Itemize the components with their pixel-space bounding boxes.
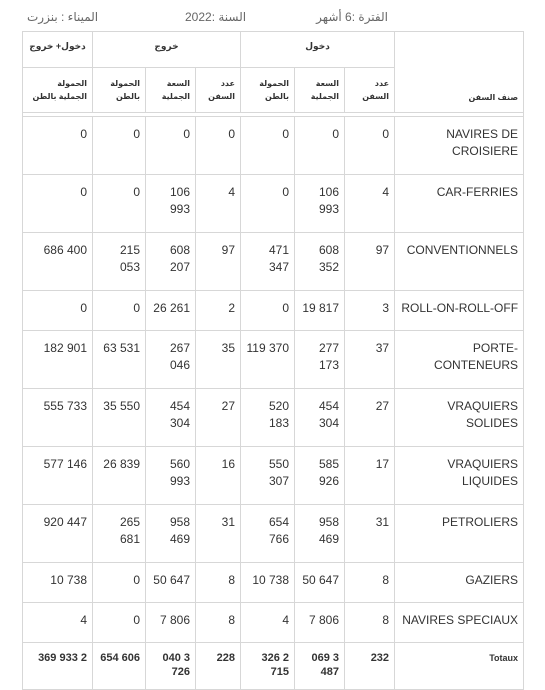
exit-ships-cell: 27 <box>196 389 241 447</box>
entry-tonnage-cell: 4 <box>241 603 295 643</box>
table-row <box>23 117 524 175</box>
total-tonnage-cell: 182 901 <box>23 331 93 389</box>
total-tonnage-cell: 0 <box>23 117 93 175</box>
ship-type-cell: VRAQUIERS LIQUIDES <box>395 447 524 505</box>
entry-capacity-cell: 106 993 <box>295 175 345 233</box>
exit-ships-cell: 8 <box>196 563 241 603</box>
exit-tonnage-cell: 0 <box>93 175 146 233</box>
table-row <box>23 291 524 331</box>
total-entry-tonnage-cell: 326 2 715 <box>241 643 295 690</box>
entry-ships-cell: 27 <box>345 389 395 447</box>
entry-ships-cell: 31 <box>345 505 395 563</box>
exit-ships-cell: 16 <box>196 447 241 505</box>
total-tonnage-cell: 10 738 <box>23 563 93 603</box>
total-exit-tonnage-cell: 654 606 <box>93 643 146 690</box>
total-tonnage-cell: 0 <box>23 291 93 331</box>
exit-ships-cell: 97 <box>196 233 241 291</box>
table-row <box>23 175 524 233</box>
entry-ships-cell: 17 <box>345 447 395 505</box>
port-label: الميناء : بنزرت <box>27 10 99 24</box>
total-tonnage-cell: 920 447 <box>23 505 93 563</box>
exit-capacity-cell: 267 046 <box>146 331 196 389</box>
group-header-row <box>23 32 524 68</box>
entry-tonnage-cell: 520 183 <box>241 389 295 447</box>
exit-ships-cell: 35 <box>196 331 241 389</box>
entry-ships-cell: 4 <box>345 175 395 233</box>
ship-type-cell: GAZIERS <box>395 563 524 603</box>
total-tonnage-cell: 686 400 <box>23 233 93 291</box>
ship-type-cell: NAVIRES DE CROISIERE <box>395 117 524 175</box>
table-row <box>23 233 524 291</box>
exit-tonnage-header: الحمولة بالطن <box>93 68 146 113</box>
entry-capacity-cell: 585 926 <box>295 447 345 505</box>
entry-tonnage-cell: 0 <box>241 291 295 331</box>
total-exit-capacity-cell: 040 3 726 <box>146 643 196 690</box>
ship-type-cell: NAVIRES SPECIAUX <box>395 603 524 643</box>
entry-capacity-cell: 50 647 <box>295 563 345 603</box>
entry-capacity-cell: 608 352 <box>295 233 345 291</box>
entry-tonnage-cell: 0 <box>241 117 295 175</box>
ship-type-cell: PORTE-CONTENEURS <box>395 331 524 389</box>
entry-capacity-header: السعة الجملية <box>295 68 345 113</box>
exit-capacity-cell: 26 261 <box>146 291 196 331</box>
entry-ships-cell: 37 <box>345 331 395 389</box>
exit-tonnage-cell: 0 <box>93 291 146 331</box>
exit-capacity-cell: 454 304 <box>146 389 196 447</box>
exit-capacity-cell: 608 207 <box>146 233 196 291</box>
exit-ships-cell: 4 <box>196 175 241 233</box>
exit-tonnage-cell: 215 053 <box>93 233 146 291</box>
ship-type-header: صنف السفن <box>395 32 524 113</box>
entry-ships-cell: 8 <box>345 563 395 603</box>
exit-ships-cell: 8 <box>196 603 241 643</box>
table-row <box>23 389 524 447</box>
entry-capacity-cell: 7 806 <box>295 603 345 643</box>
entry-tonnage-cell: 654 766 <box>241 505 295 563</box>
total-tonnage-header: الحمولة الجملية بالطن <box>23 68 93 113</box>
total-tonnage-cell: 555 733 <box>23 389 93 447</box>
year-label: السنة :2022 <box>185 10 247 24</box>
entry-ships-cell: 8 <box>345 603 395 643</box>
entry-tonnage-cell: 550 307 <box>241 447 295 505</box>
entry-tonnage-cell: 471 347 <box>241 233 295 291</box>
totals-label-cell: Totaux <box>395 643 524 690</box>
group-exit-header: خروج <box>93 32 241 68</box>
exit-capacity-cell: 50 647 <box>146 563 196 603</box>
exit-ships-cell: 2 <box>196 291 241 331</box>
table-row <box>23 331 524 389</box>
total-entry-ships-cell: 232 <box>345 643 395 690</box>
exit-tonnage-cell: 0 <box>93 603 146 643</box>
entry-ships-header: عدد السفن <box>345 68 395 113</box>
exit-tonnage-cell: 0 <box>93 117 146 175</box>
entry-capacity-cell: 277 173 <box>295 331 345 389</box>
ship-type-cell: PETROLIERS <box>395 505 524 563</box>
exit-capacity-cell: 958 469 <box>146 505 196 563</box>
group-entry-header: دخول <box>241 32 395 68</box>
exit-capacity-cell: 560 993 <box>146 447 196 505</box>
total-total-tonnage-cell: 369 933 2 <box>23 643 93 690</box>
ship-type-cell: CONVENTIONNELS <box>395 233 524 291</box>
exit-ships-header: عدد السفن <box>196 68 241 113</box>
table-row <box>23 505 524 563</box>
total-entry-capacity-cell: 069 3 487 <box>295 643 345 690</box>
exit-capacity-cell: 7 806 <box>146 603 196 643</box>
exit-tonnage-cell: 265 681 <box>93 505 146 563</box>
ship-type-cell: ROLL-ON-ROLL-OFF <box>395 291 524 331</box>
total-tonnage-cell: 577 146 <box>23 447 93 505</box>
ship-type-cell: VRAQUIERS SOLIDES <box>395 389 524 447</box>
report-header <box>22 8 522 28</box>
entry-tonnage-cell: 0 <box>241 175 295 233</box>
exit-tonnage-cell: 35 550 <box>93 389 146 447</box>
entry-ships-cell: 97 <box>345 233 395 291</box>
exit-capacity-cell: 106 993 <box>146 175 196 233</box>
entry-capacity-cell: 0 <box>295 117 345 175</box>
total-exit-ships-cell: 228 <box>196 643 241 690</box>
exit-ships-cell: 31 <box>196 505 241 563</box>
totals-row <box>23 643 524 690</box>
entry-capacity-cell: 454 304 <box>295 389 345 447</box>
group-total-header: دخول+ خروج <box>23 32 93 68</box>
table-row <box>23 563 524 603</box>
entry-capacity-cell: 19 817 <box>295 291 345 331</box>
entry-tonnage-cell: 119 370 <box>241 331 295 389</box>
table-row <box>23 603 524 643</box>
exit-tonnage-cell: 26 839 <box>93 447 146 505</box>
exit-capacity-header: السعة الجملية <box>146 68 196 113</box>
port-traffic-table <box>22 31 524 690</box>
exit-ships-cell: 0 <box>196 117 241 175</box>
entry-ships-cell: 3 <box>345 291 395 331</box>
exit-tonnage-cell: 63 531 <box>93 331 146 389</box>
entry-tonnage-header: الحمولة بالطن <box>241 68 295 113</box>
ship-type-cell: CAR-FERRIES <box>395 175 524 233</box>
total-tonnage-cell: 0 <box>23 175 93 233</box>
exit-tonnage-cell: 0 <box>93 563 146 603</box>
exit-capacity-cell: 0 <box>146 117 196 175</box>
period-label: الفترة :6 أشهر <box>316 10 388 24</box>
entry-capacity-cell: 958 469 <box>295 505 345 563</box>
entry-ships-cell: 0 <box>345 117 395 175</box>
table-row <box>23 447 524 505</box>
total-tonnage-cell: 4 <box>23 603 93 643</box>
entry-tonnage-cell: 10 738 <box>241 563 295 603</box>
